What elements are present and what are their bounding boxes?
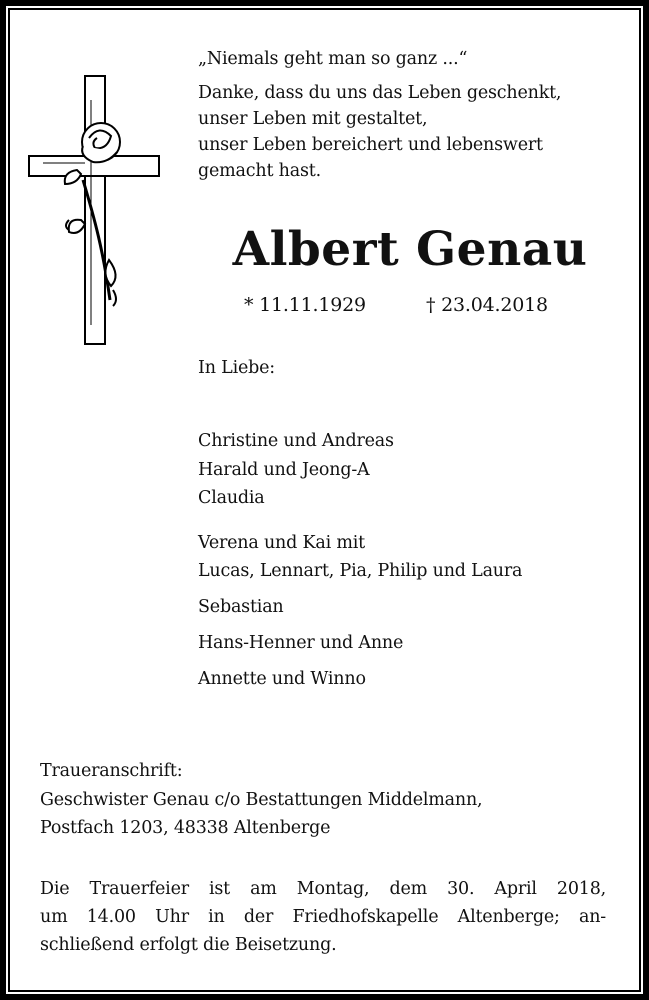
quote-line: gemacht hast. xyxy=(198,161,321,181)
address-label: Traueranschrift: xyxy=(40,761,183,781)
ceremony-line: Die Trauerfeier ist am Montag, dem 30. April 2018, xyxy=(40,879,606,899)
death-date: † 23.04.2018 xyxy=(426,294,548,316)
cross-with-rose-icon xyxy=(25,60,170,360)
mourner-line: Verena und Kai mit xyxy=(198,533,365,553)
address-line: Geschwister Genau c/o Bestattungen Middelmann, xyxy=(40,790,483,810)
mourner-line: Sebastian xyxy=(198,597,284,617)
quote-line: unser Leben bereichert und lebenswert xyxy=(198,135,543,155)
mourner-line: Christine und Andreas xyxy=(198,431,394,451)
mourner-line: Hans-Henner und Anne xyxy=(198,633,404,653)
birth-date: * 11.11.1929 xyxy=(244,294,366,316)
mourner-line: Annette und Winno xyxy=(198,669,366,689)
ceremony-line: schließend erfolgt die Beisetzung. xyxy=(40,935,337,955)
mourner-line: Claudia xyxy=(198,488,265,508)
quote-title: „Niemals geht man so ganz ...“ xyxy=(198,49,468,69)
ceremony-line: um 14.00 Uhr in der Friedhofskapelle Altenberge; an- xyxy=(40,907,606,927)
mourner-line: Lucas, Lennart, Pia, Philip und Laura xyxy=(198,561,523,581)
quote-line: unser Leben mit gestaltet, xyxy=(198,109,428,129)
quote-line: Danke, dass du uns das Leben geschenkt, xyxy=(198,83,562,103)
mourner-line: Harald und Jeong-A xyxy=(198,460,370,480)
ceremony-text xyxy=(40,875,606,959)
address-line: Postfach 1203, 48338 Altenberge xyxy=(40,818,331,838)
deceased-name: Albert Genau xyxy=(232,222,588,277)
mourners-intro: In Liebe: xyxy=(198,358,275,378)
